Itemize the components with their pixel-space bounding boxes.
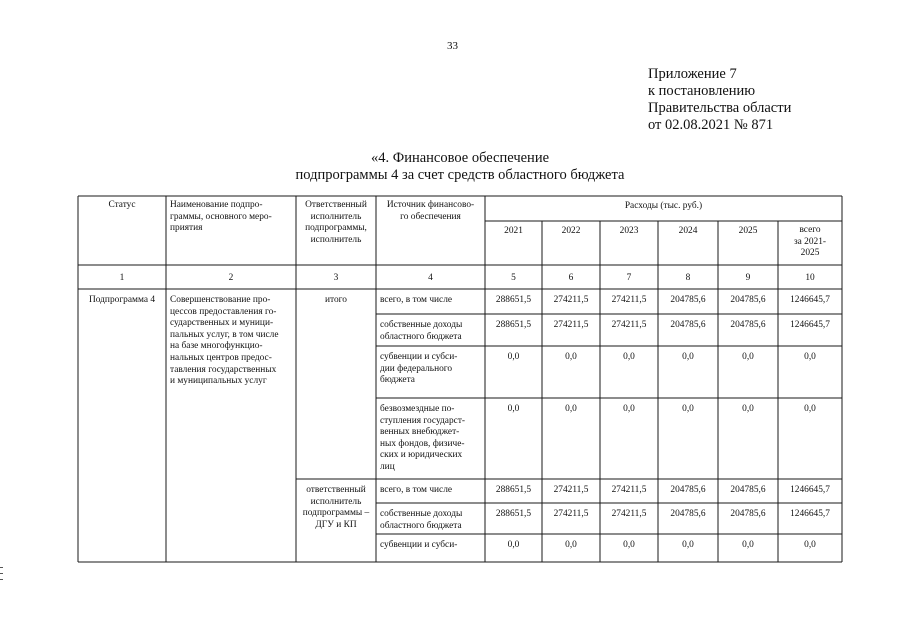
header-responsible-line: Ответственный xyxy=(305,200,367,210)
header-expenses-line: Расходы (тыс. руб.) xyxy=(624,201,703,211)
responsible-cell-line: итого xyxy=(325,295,347,305)
value-cell: 1246645,7 xyxy=(790,320,830,330)
source-cell-line: собственные доходы xyxy=(380,509,463,519)
subprogram-name-line: тавления государственных xyxy=(170,364,277,375)
subprogram-name-line: цессов предоставления го- xyxy=(170,306,277,317)
responsible-cell-line: подпрограммы – xyxy=(302,508,370,519)
header-year xyxy=(718,226,778,238)
value-cell: 0,0 xyxy=(742,352,754,362)
value-cell: 274211,5 xyxy=(553,485,589,495)
responsible-cell xyxy=(296,295,376,307)
appendix-line: от 02.08.2021 № 871 xyxy=(648,117,774,133)
value-cell: 288651,5 xyxy=(495,485,532,495)
header-responsible xyxy=(296,200,376,246)
value-cell: 274211,5 xyxy=(611,295,647,305)
appendix-line: Правительства области xyxy=(648,100,792,116)
value-cell: 0,0 xyxy=(565,352,577,362)
value-cell: 0,0 xyxy=(682,352,694,362)
source-cell-line: венных внебюджет- xyxy=(380,427,460,438)
column-number xyxy=(658,273,718,285)
title-line: подпрограммы 4 за счет средств областного бюджета xyxy=(295,167,625,183)
column-number-line: 2 xyxy=(228,273,234,283)
column-number-line: 8 xyxy=(685,273,691,283)
status-cell-line: Подпрограмма 4 xyxy=(88,295,156,305)
source-cell-line: всего, в том числе xyxy=(380,485,453,495)
header-year-line: 2022 xyxy=(561,226,581,236)
column-number-line: 3 xyxy=(333,273,339,283)
header-source-line: Источник финансово- xyxy=(386,200,475,210)
source-cell xyxy=(380,295,452,307)
header-source xyxy=(376,200,485,223)
header-year xyxy=(542,226,600,238)
header-year-line: 2025 xyxy=(738,226,758,236)
column-number xyxy=(296,273,376,285)
value-cell: 274211,5 xyxy=(553,509,589,519)
subprogram-name-line: сударственных и муници- xyxy=(170,318,274,329)
subprogram-name-line: на базе многофункцио- xyxy=(170,341,263,352)
value-cell: 204785,6 xyxy=(670,320,706,330)
source-cell-line: ступления государст- xyxy=(380,415,466,426)
header-year xyxy=(600,226,658,238)
value-cell: 288651,5 xyxy=(495,320,532,330)
source-cell xyxy=(380,540,457,552)
value-cell: 288651,5 xyxy=(495,509,532,519)
column-number xyxy=(485,273,542,285)
source-cell-line: ских и юридических xyxy=(380,450,463,461)
value-cell: 204785,6 xyxy=(670,295,706,305)
value-cell: 0,0 xyxy=(804,352,816,362)
source-cell xyxy=(380,509,462,532)
value-cell: 0,0 xyxy=(623,540,635,550)
value-cell: 0,0 xyxy=(742,404,754,414)
header-name xyxy=(170,200,272,235)
header-year-line: 2021 xyxy=(504,226,523,236)
value-cell: 274211,5 xyxy=(611,485,647,495)
value-cell: 274211,5 xyxy=(553,295,589,305)
column-number xyxy=(376,273,485,285)
source-cell-line: безвозмездные по- xyxy=(380,404,455,414)
column-number-line: 9 xyxy=(745,273,751,283)
header-year-line: 2024 xyxy=(678,226,698,236)
value-cell: 204785,6 xyxy=(730,509,766,519)
value-cell: 0,0 xyxy=(507,540,520,550)
column-number xyxy=(778,273,842,285)
value-cell: 0,0 xyxy=(507,404,520,414)
column-number xyxy=(542,273,600,285)
column-number xyxy=(166,273,296,285)
column-number-line: 4 xyxy=(428,273,433,283)
header-total-line: 2025 xyxy=(800,248,820,259)
header-responsible-line: исполнитель xyxy=(310,211,362,222)
responsible-cell-line: ответственный xyxy=(306,485,366,495)
header-status xyxy=(78,200,166,212)
value-cell: 274211,5 xyxy=(553,320,589,330)
header-year xyxy=(485,226,542,238)
value-cell: 204785,6 xyxy=(730,320,766,330)
header-responsible-line: исполнитель xyxy=(310,234,362,245)
column-number xyxy=(78,273,166,285)
responsible-cell-line: исполнитель xyxy=(310,496,362,507)
value-cell: 0,0 xyxy=(507,352,520,362)
header-source-line: го обеспечения xyxy=(400,211,461,222)
value-cell: 0,0 xyxy=(804,404,816,414)
scan-edge-mark xyxy=(0,573,3,574)
value-cell: 0,0 xyxy=(565,540,577,550)
column-number-line: 7 xyxy=(626,273,632,283)
header-expenses xyxy=(485,201,842,213)
header-total-line: всего xyxy=(799,225,821,235)
value-cell: 288651,5 xyxy=(495,295,532,305)
header-total xyxy=(778,225,842,260)
value-cell: 1246645,7 xyxy=(790,295,830,305)
column-number xyxy=(600,273,658,285)
subprogram-name-line: нальных центров предос- xyxy=(170,352,272,363)
column-number-line: 6 xyxy=(568,273,574,283)
source-cell-line: областного бюджета xyxy=(380,520,462,531)
value-cell: 204785,6 xyxy=(730,485,766,495)
source-cell-line: лиц xyxy=(380,461,395,472)
value-cell: 0,0 xyxy=(804,540,816,550)
page-number: 33 xyxy=(447,40,458,52)
value-cell: 1246645,7 xyxy=(790,485,830,495)
appendix-line: Приложение 7 xyxy=(648,66,737,82)
value-cell: 274211,5 xyxy=(611,320,647,330)
header-year xyxy=(658,226,718,238)
header-total-line: за 2021- xyxy=(793,236,827,247)
column-number-line: 5 xyxy=(511,273,516,283)
source-cell-line: ных фондов, физиче- xyxy=(380,438,465,449)
column-number xyxy=(718,273,778,285)
source-cell-line: областного бюджета xyxy=(380,331,462,342)
subprogram-name-line: и муниципальных услуг xyxy=(170,376,267,387)
source-cell xyxy=(380,404,465,474)
scan-edge-mark xyxy=(0,567,3,568)
value-cell: 1246645,7 xyxy=(790,509,830,519)
status-cell xyxy=(78,295,166,307)
column-number-line: 1 xyxy=(119,273,125,283)
subprogram-name xyxy=(170,295,279,388)
value-cell: 204785,6 xyxy=(670,485,706,495)
subprogram-name-line: Совершенствование про- xyxy=(170,295,271,305)
column-number-line: 10 xyxy=(805,273,815,283)
value-cell: 274211,5 xyxy=(611,509,647,519)
source-cell xyxy=(380,352,457,387)
value-cell: 0,0 xyxy=(682,540,694,550)
subprogram-name-line: пальных услуг, в том числе xyxy=(170,329,279,340)
value-cell: 0,0 xyxy=(565,404,577,414)
header-responsible-line: подпрограммы, xyxy=(305,223,367,234)
value-cell: 0,0 xyxy=(623,404,635,414)
responsible-cell xyxy=(296,485,376,531)
header-status-line: Статус xyxy=(108,200,136,210)
responsible-cell-line: ДГУ и КП xyxy=(315,519,357,530)
title-line: «4. Финансовое обеспечение xyxy=(370,150,550,166)
source-cell-line: бюджета xyxy=(380,375,415,386)
appendix-line: к постановлению xyxy=(648,83,756,99)
value-cell: 0,0 xyxy=(682,404,694,414)
header-year-line: 2023 xyxy=(619,226,639,236)
header-name-line: приятия xyxy=(170,223,203,234)
source-cell-line: дии федерального xyxy=(380,363,453,374)
header-name-line: Наименование подпро- xyxy=(170,200,263,210)
value-cell: 204785,6 xyxy=(670,509,706,519)
scan-edge-mark xyxy=(0,579,3,580)
source-cell-line: всего, в том числе xyxy=(380,295,453,305)
source-cell-line: субвенции и субси- xyxy=(380,540,458,550)
value-cell: 0,0 xyxy=(742,540,754,550)
source-cell xyxy=(380,320,462,343)
source-cell xyxy=(380,485,452,497)
source-cell-line: собственные доходы xyxy=(380,320,463,330)
value-cell: 0,0 xyxy=(623,352,635,362)
value-cell: 204785,6 xyxy=(730,295,766,305)
source-cell-line: субвенции и субси- xyxy=(380,352,458,362)
header-name-line: граммы, основного меро- xyxy=(170,211,272,222)
